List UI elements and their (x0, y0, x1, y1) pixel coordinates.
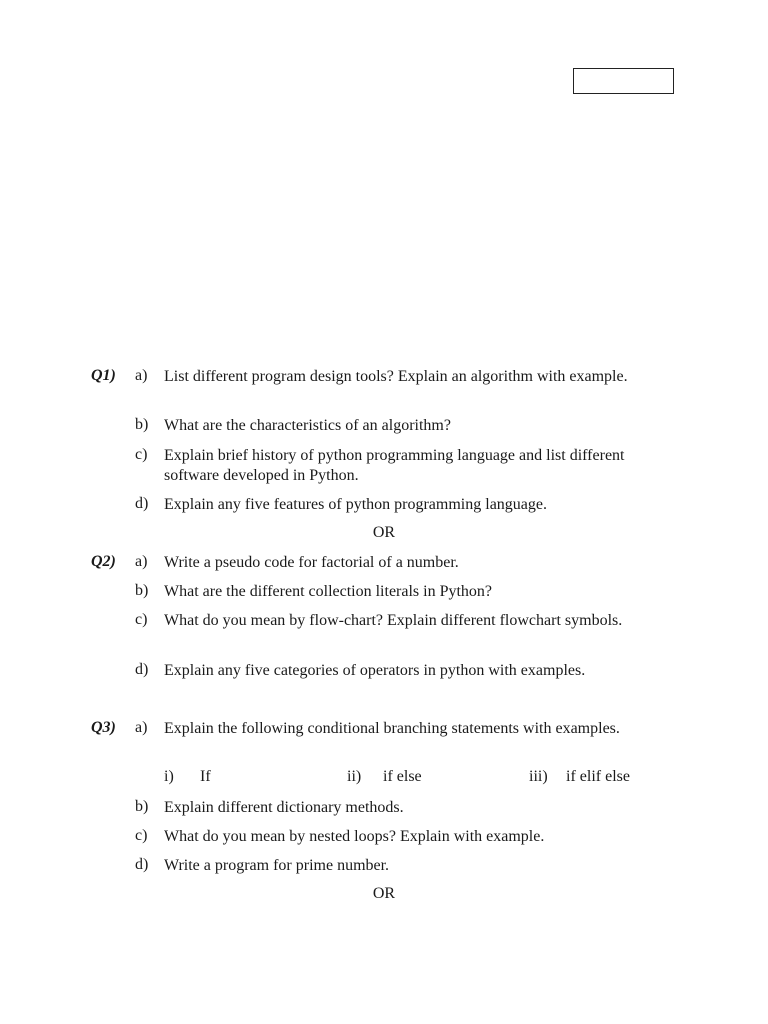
q1-part-a-text: List different program design tools? Explain an algorithm with example. (164, 368, 628, 385)
q2-part-b-label: b) (135, 582, 149, 599)
q2-part-b-text: What are the different collection literals in Python? (164, 583, 493, 600)
q3-part-b-text: Explain different dictionary methods. (164, 799, 404, 816)
q3-part-a-text: Explain the following conditional branching statements with examples. (164, 720, 620, 737)
q2-part-d-text: Explain any five categories of operators in python with examples. (164, 662, 586, 679)
q3-sub-iii-text: if elif else (566, 768, 630, 785)
q1-part-d-label: d) (135, 495, 149, 512)
q2-part-c-text: What do you mean by flow-chart? Explain different flowchart symbols. (164, 612, 623, 629)
q1-part-c-text: Explain brief history of python programming language and list different software developed in Python. (164, 447, 625, 484)
q3-sub-i-text: If (200, 768, 211, 785)
q3-part-d-text: Write a program for prime number. (164, 857, 390, 874)
q3-part-c-text: What do you mean by nested loops? Explain with example. (164, 828, 545, 845)
question-number-q2: Q2) (91, 553, 116, 570)
q1-part-a-label: a) (135, 367, 148, 384)
q2-part-a-text: Write a pseudo code for factorial of a number. (164, 554, 459, 571)
q1-part-b-label: b) (135, 416, 149, 433)
q1-part-c-label: c) (135, 446, 148, 463)
or-separator: OR (372, 524, 396, 541)
q2-part-d-label: d) (135, 661, 149, 678)
or-separator-2: OR (372, 885, 396, 902)
q3-part-d-label: d) (135, 856, 149, 873)
q2-part-c-label: c) (135, 611, 148, 628)
q1-part-d-text: Explain any five features of python programming language. (164, 496, 547, 513)
question-number-q3: Q3) (91, 719, 116, 736)
seat-number-box (573, 68, 674, 94)
q3-sub-ii-text: if else (383, 768, 422, 785)
q3-sub-ii-label: ii) (347, 768, 362, 785)
q2-part-a-label: a) (135, 553, 148, 570)
q1-part-b-text: What are the characteristics of an algorithm? (164, 417, 451, 434)
q3-part-c-label: c) (135, 827, 148, 844)
q3-sub-iii-label: iii) (529, 768, 548, 785)
q3-sub-i-label: i) (164, 768, 174, 785)
question-number-q1: Q1) (91, 367, 116, 384)
q3-part-a-label: a) (135, 719, 148, 736)
q3-part-b-label: b) (135, 798, 149, 815)
